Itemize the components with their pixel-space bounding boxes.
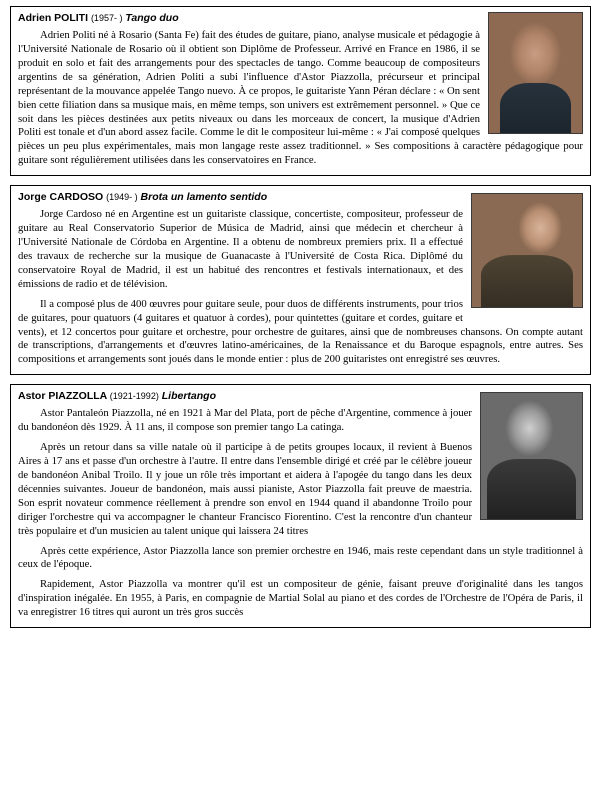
paragraph: Après cette expérience, Astor Piazzolla lance son premier orchestre en 1946, mais reste cependant dans un style traditionnel à ceux de l'époque. — [18, 544, 583, 571]
paragraph: Astor Pantaleón Piazzolla, né en 1921 à Mar del Plata, port de pêche d'Argentine, commence à jouer du bandonéon dès 1929. À 11 ans, il compose son premier tango La catinga. — [18, 407, 472, 434]
composer-dates: (1921-1992) — [109, 391, 159, 402]
composer-dates: (1949- ) — [106, 192, 138, 203]
entry-politi — [10, 6, 591, 176]
portrait-jorge-cardoso-photo — [471, 193, 583, 308]
composer-name: Astor PIAZZOLLA — [18, 390, 107, 403]
work-title: Libertango — [161, 390, 216, 403]
entry-piazzolla — [10, 384, 591, 628]
composer-name: Jorge CARDOSO — [18, 191, 104, 204]
composer-name: Adrien POLITI — [18, 12, 89, 24]
paragraph: Jorge Cardoso né en Argentine est un guitariste classique, concertiste, compositeur, professeur de guitare au Real Conservatorio Superior de Música de Madrid, ainsi que médecin et chercheur à l'Université Nationale de Córdoba en Argentine. Il a obtenu de nombreux premiers prix. Il a effectué des travaux de recherche sur la musique de Guanacaste à l'Université de Costa Rica. Diplômé du conservatoire Royal de Madrid, il est un habitué des rencontres et festivals internationaux, et des émissions de radio et de télévision. — [18, 208, 463, 290]
paragraph: Rapidement, Astor Piazzolla va montrer qu'il est un compositeur de génie, faisant preuve d'originalité dans les tangos d'inspiration inégalée. En 1955, à Paris, en compagnie de Martial Solal au piano et des cordes de l'Orchestre de l'Opéra de Paris, il va enregistrer 16 titres qui auront un très gros succès — [18, 578, 583, 619]
portrait-adrien-politi-photo — [488, 12, 583, 134]
work-title: Brota un lamento sentido — [140, 191, 268, 204]
portrait-astor-piazzolla-photo — [480, 392, 583, 520]
work-title: Tango duo — [125, 12, 179, 24]
composer-dates: (1957- ) — [90, 13, 123, 23]
entry-cardoso — [10, 185, 591, 375]
paragraph: Il a composé plus de 400 œuvres pour guitare seule, pour duos de différents instruments, pour trios de guitares, pour quatuors (4 guitares et quatuor à cordes), pour quintettes (guitare et cordes, guitare et vents), et 12 concertos pour guitare et orchestre, pour orchestre de guitares, ainsi que de nombreuses chansons. On compte autant de transcriptions, d'arrangements et d'œuvres latino-américaines, de la Renaissance et du Baroque espagnols, entre autres. Ses compositions et arrangements sont joués dans le monde entier : plus de 200 guitaristes ont enregistré ses œuvres. — [18, 297, 583, 366]
paragraph: Adrien Politi né à Rosario (Santa Fe) fait des études de guitare, piano, analyse musicale et pédagogie à l'Université Nationale de Rosario où il obtient son Diplôme de Professeur. Arrivé en France en 1986, il se produit en solo et fait des arrangements pour des spectacles de tango. Comme beaucoup de compositeurs argentins de sa génération, Adrien Politi a subi l'influence d'Astor Piazzolla, précurseur et principal représentant de la mouvance appelée Tango nuevo. À ce propos, le guitariste Yann Péran déclare : « On sent bien cette filiation dans sa musique mais, en même temps, son univers est extrêmement personnel. » Que ce soit dans les pièces destinées aux petits niveaux ou dans les morceaux de concert, la musique d'Adrien Politi est tonale et d'un abord assez facile. Comme le dit le compositeur lui-même : « J'ai composé quelques pièces un peu plus expérimentales, mais mon langage reste assez traditionnel. » Ses compositions à caractère pédagogique pour guitare sont régulièrement utilisées dans les conservatoires en France. — [18, 29, 583, 167]
paragraph: Après un retour dans sa ville natale où il participe à de petits groupes locaux, il revient à Buenos Aires à 17 ans et passe d'un orchestre à l'autre. Il entre dans l'ensemble dirigé et créé par le célèbre joueur de bandonéon Anibal Troilo. Il y joue un rôle très important et aidera à l'apogée du tango dans les deux décennies suivantes. Joueur de bandonéon, mais aussi pianiste, Astor Piazzolla fait preuve de maestria. Son esprit novateur commence réellement à prendre son envol en 1944 quand il abandonne Troilo pour diriger l'orchestre qui va accompagner le chanteur Francisco Fiorentino. C'est la rencontre d'un chanteur très populaire et d'un musicien au talent unique qui laissera 24 titres — [18, 441, 472, 537]
